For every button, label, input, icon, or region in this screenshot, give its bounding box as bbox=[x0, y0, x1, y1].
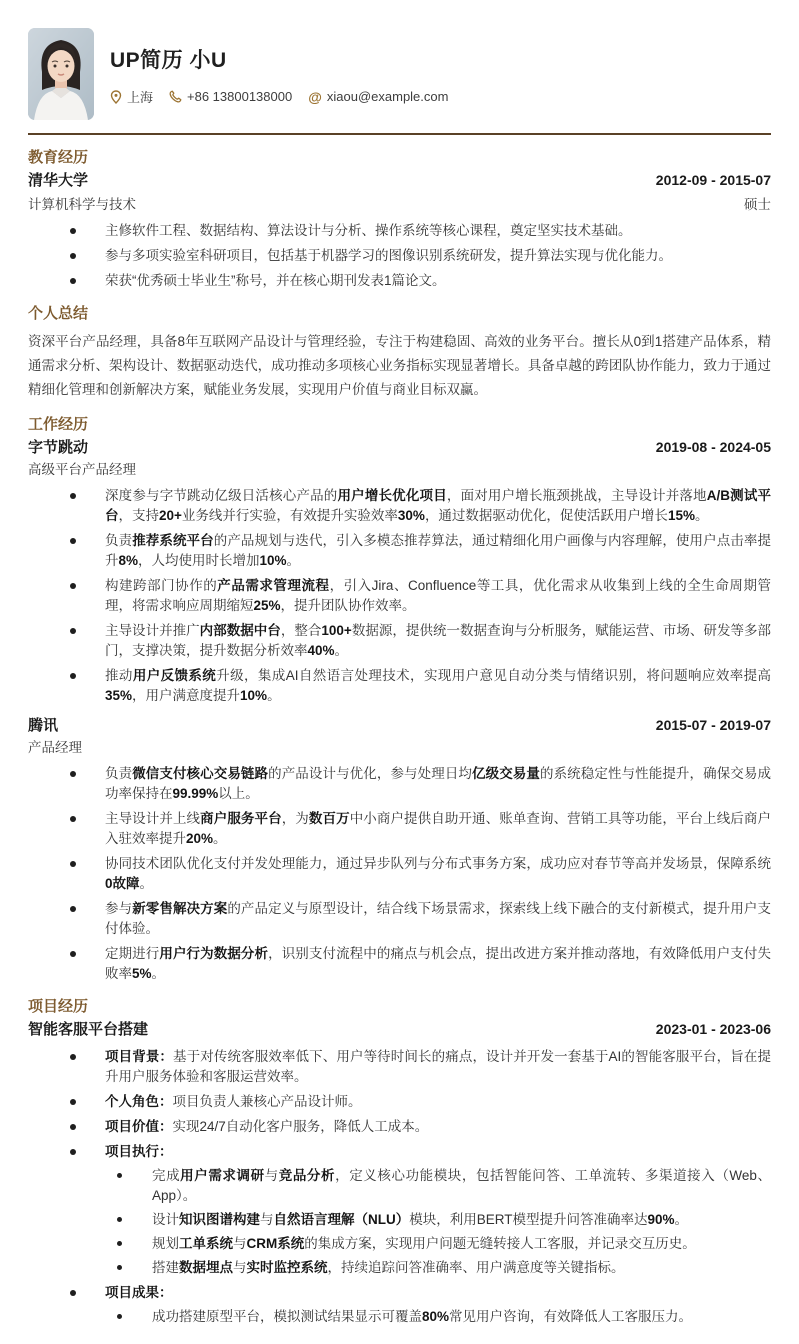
project-date-range: 2023-01 - 2023-06 bbox=[655, 1021, 771, 1037]
work-section-title: 工作经历 bbox=[28, 416, 89, 433]
company-name: 腾讯 bbox=[28, 717, 59, 734]
contact-phone-text: +86 13800138000 bbox=[187, 89, 293, 104]
contact-row bbox=[110, 87, 464, 106]
sub-bullet-item: 成功搭建原型平台，模拟测试结果显示可覆盖80%常见用户咨询，有效降低人工客服压力。 bbox=[115, 1307, 771, 1327]
result-sub-list bbox=[115, 1307, 771, 1327]
contact-location-text: 上海 bbox=[127, 90, 154, 105]
summary-section-title: 个人总结 bbox=[28, 305, 89, 322]
bullet-item: 个人角色：项目负责人兼核心产品设计师。 bbox=[68, 1092, 771, 1112]
bullet-item: 构建跨部门协作的产品需求管理流程，引入Jira、Confluence等工具，优化需求从收集到上线的全生命周期管理，将需求响应周期缩短25%，提升团队协作效率。 bbox=[68, 576, 771, 616]
education-entry-header bbox=[28, 171, 771, 191]
profile-photo-illustration bbox=[28, 28, 94, 120]
section-projects bbox=[28, 997, 771, 1327]
at-sign-icon: @ bbox=[308, 88, 322, 105]
profile-photo bbox=[28, 28, 94, 120]
result-label: 项目成果： bbox=[105, 1285, 173, 1300]
project-bullet-list bbox=[68, 1047, 771, 1327]
job-entry-bytedance bbox=[28, 438, 771, 706]
contact-phone bbox=[169, 89, 292, 104]
header-divider bbox=[28, 133, 771, 135]
section-summary bbox=[28, 304, 771, 402]
bullet-item: 主导设计并推广内部数据中台，整合100+数据源，提供统一数据查询与分析服务，赋能运营、市场、研发等多部门，支撑决策，提升数据分析效率40%。 bbox=[68, 621, 771, 661]
education-major: 计算机科学与技术 bbox=[28, 197, 136, 212]
bullet-item: 参与多项实验室科研项目，包括基于机器学习的图像识别系统研发，提升算法实现与优化能力。 bbox=[68, 246, 771, 266]
job-entry-header bbox=[28, 716, 771, 736]
education-entry-subheader bbox=[28, 193, 771, 214]
job-entry-subheader bbox=[28, 460, 771, 479]
bullet-item: 主导设计并上线商户服务平台，为数百万中小商户提供自助开通、账单查询、营销工具等功能，平台上线后商户入驻效率提升20%。 bbox=[68, 809, 771, 849]
candidate-name: UP简历 小U bbox=[110, 49, 227, 72]
projects-section-title: 项目经历 bbox=[28, 998, 89, 1015]
contact-location bbox=[110, 87, 153, 106]
bullet-item: 负责微信支付核心交易链路的产品设计与优化，参与处理日均亿级交易量的系统稳定性与性能提升，确保交易成功率保持在99.99%以上。 bbox=[68, 764, 771, 804]
section-work bbox=[28, 415, 771, 984]
summary-text: 资深平台产品经理，具备8年互联网产品设计与管理经验，专注于构建稳固、高效的业务平台。擅长从0到1搭建产品体系，精通需求分析、架构设计、数据驱动迭代，成功推动多项核心业务指标实现显著增长。具备卓越的跨团队协作能力，致力于通过精细化管理和创新解决方案，赋能业务发展，实现用户价值与商业目标双赢。 bbox=[28, 334, 771, 397]
resume-header bbox=[28, 28, 771, 120]
contact-email-text: xiaou@example.com bbox=[326, 89, 449, 104]
bullet-item: 项目价值：实现24/7自动化客户服务，降低人工成本。 bbox=[68, 1117, 771, 1137]
contact-email bbox=[308, 89, 448, 105]
bullet-item: 负责推荐系统平台的产品规划与迭代，引入多模态推荐算法，通过精细化用户画像与内容理解，使用户点击率提升8%，人均使用时长增加10%。 bbox=[68, 531, 771, 571]
section-education bbox=[28, 148, 771, 291]
education-degree: 硕士 bbox=[744, 197, 771, 212]
header-info bbox=[110, 28, 464, 106]
location-pin-icon bbox=[110, 90, 122, 104]
bullet-item-execution bbox=[68, 1142, 771, 1278]
execution-label: 项目执行： bbox=[105, 1144, 173, 1159]
education-date-range: 2012-09 - 2015-07 bbox=[655, 172, 771, 188]
job-bullet-list bbox=[68, 764, 771, 984]
school-name: 清华大学 bbox=[28, 172, 89, 189]
sub-bullet-item: 规划工单系统与CRM系统的集成方案，实现用户问题无缝转接人工客服，并记录交互历史。 bbox=[115, 1234, 771, 1254]
bullet-item: 荣获“优秀硕士毕业生”称号，并在核心期刊发表1篇论文。 bbox=[68, 271, 771, 291]
job-date-range: 2019-08 - 2024-05 bbox=[655, 439, 771, 455]
bullet-item: 项目背景：基于对传统客服效率低下、用户等待时间长的痛点，设计并开发一套基于AI的智能客服平台，旨在提升用户服务体验和客服运营效率。 bbox=[68, 1047, 771, 1087]
execution-sub-list bbox=[115, 1166, 771, 1278]
education-bullet-list bbox=[68, 221, 771, 291]
job-entry-subheader bbox=[28, 738, 771, 757]
job-entry-header bbox=[28, 438, 771, 458]
job-bullet-list bbox=[68, 486, 771, 706]
sub-bullet-item: 搭建数据埋点与实时监控系统，持续追踪问答准确率、用户满意度等关键指标。 bbox=[115, 1258, 771, 1278]
phone-icon bbox=[169, 90, 182, 103]
bullet-item: 定期进行用户行为数据分析，识别支付流程中的痛点与机会点，提出改进方案并推动落地，有效降低用户支付失败率5%。 bbox=[68, 944, 771, 984]
job-date-range: 2015-07 - 2019-07 bbox=[655, 717, 771, 733]
bullet-item: 协同技术团队优化支付并发处理能力，通过异步队列与分布式事务方案，成功应对春节等高并发场景，保障系统0故障。 bbox=[68, 854, 771, 894]
company-name: 字节跳动 bbox=[28, 439, 89, 456]
bullet-item: 主修软件工程、数据结构、算法设计与分析、操作系统等核心课程，奠定坚实技术基础。 bbox=[68, 221, 771, 241]
job-entry-tencent bbox=[28, 716, 771, 984]
project-name: 智能客服平台搭建 bbox=[28, 1021, 149, 1038]
bullet-item-result bbox=[68, 1283, 771, 1327]
sub-bullet-item: 完成用户需求调研与竞品分析，定义核心功能模块，包括智能问答、工单流转、多渠道接入（Web、App）。 bbox=[115, 1166, 771, 1206]
bullet-item: 参与新零售解决方案的产品定义与原型设计，结合线下场景需求，探索线上线下融合的支付新模式，提升用户支付体验。 bbox=[68, 899, 771, 939]
bullet-item: 推动用户反馈系统升级，集成AI自然语言处理技术，实现用户意见自动分类与情绪识别，将问题响应效率提高35%，用户满意度提升10%。 bbox=[68, 666, 771, 706]
education-section-title: 教育经历 bbox=[28, 149, 89, 166]
project-entry-header bbox=[28, 1020, 771, 1040]
sub-bullet-item: 设计知识图谱构建与自然语言理解（NLU）模块，利用BERT模型提升问答准确率达90%。 bbox=[115, 1210, 771, 1230]
bullet-item: 深度参与字节跳动亿级日活核心产品的用户增长优化项目，面对用户增长瓶颈挑战，主导设计并落地A/B测试平台，支持20+业务线并行实验，有效提升实验效率30%，通过数据驱动优化，促使活跃用户增长15%。 bbox=[68, 486, 771, 526]
job-title: 产品经理 bbox=[28, 740, 82, 755]
job-title: 高级平台产品经理 bbox=[28, 462, 136, 477]
